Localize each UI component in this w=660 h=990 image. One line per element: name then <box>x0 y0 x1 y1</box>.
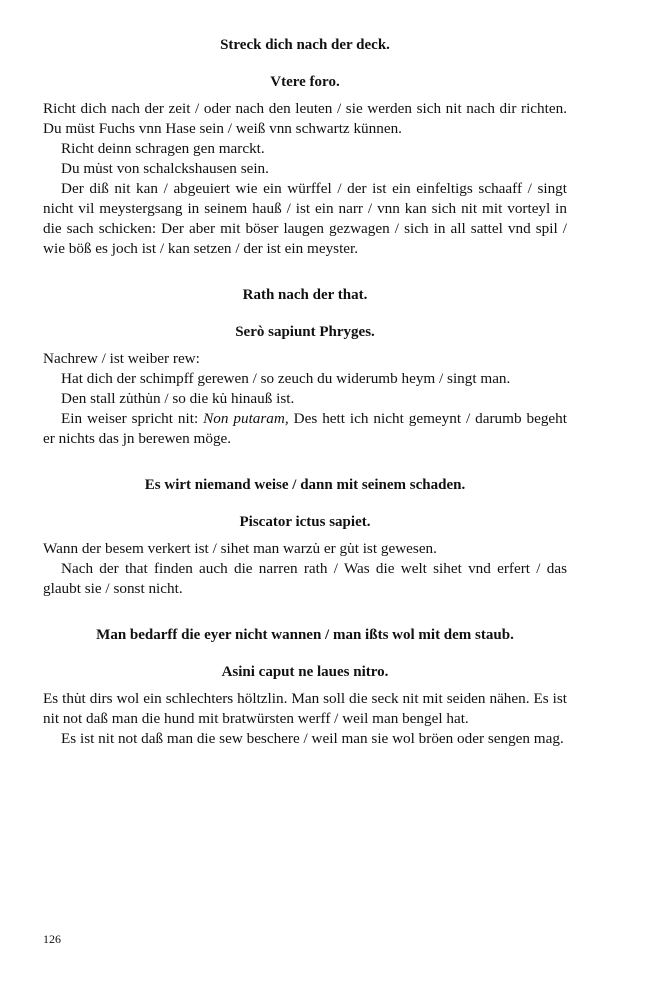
proverb-title: Es wirt niemand weise / dann mit seinem schaden. <box>144 477 466 493</box>
proverb-title: Man bedarff die eyer nicht wannen / man ißts wol mit dem staub. <box>96 627 514 643</box>
latin-quote: Non putaram, <box>203 410 289 427</box>
latin-motto: Asini caput ne laues nitro. <box>221 664 389 680</box>
paragraph: Wann der besem verkert ist / sihet man warzu̇ er gu̇t ist gewesen. <box>43 540 437 557</box>
paragraph: Richt dich nach der zeit / oder nach den leuten / sie werden sich nit nach dir richten. Du müst Fuchs vnn Hase sein / weiß vnn schwartz künnen. <box>43 100 567 137</box>
latin-motto: Piscator ictus sapiet. <box>239 514 371 530</box>
latin-motto: Vtere foro. <box>270 74 340 90</box>
latin-motto: Serò sapiunt Phryges. <box>235 324 375 340</box>
proverb-title: Streck dich nach der deck. <box>220 37 390 53</box>
paragraph: Der diß nit kan / abgeuiert wie ein würffel / der ist ein einfeltigs schaaff / singt nicht vil meystergsang in seinem hauß / ist ein narr / vnn kan sich nit mit vorteyl in die sach schicken: Der aber mit böser laugen gezwagen / sich in all sattel vnd spil / wie böß es joch ist / kan setzen / der ist ein meyster. <box>43 180 567 257</box>
paragraph: Nach der that finden auch die narren rath / Was die welt sihet vnd erfert / das glaubt sie / sonst nicht. <box>43 560 567 597</box>
paragraph: Richt deinn schragen gen marckt. <box>61 140 265 157</box>
paragraph: Nachrew / ist weiber rew: <box>43 350 200 367</box>
page-body <box>43 36 567 776</box>
proverb-section-1 <box>43 36 567 259</box>
paragraph: Hat dich der schimpff gerewen / so zeuch du widerumb heym / singt man. <box>61 370 511 387</box>
proverb-section-4 <box>43 626 567 749</box>
paragraph: Es ist nit not daß man die sew beschere / weil man sie wol bröen oder sengen mag. <box>61 730 564 747</box>
paragraph-text: Ein weiser spricht nit: <box>61 410 204 427</box>
proverb-section-2 <box>43 286 567 449</box>
proverb-title: Rath nach der that. <box>242 287 368 303</box>
proverb-section-3 <box>43 476 567 599</box>
paragraph: Es thu̇t dirs wol ein schlechters höltzlin. Man soll die seck nit mit seiden nähen. Es ist nit not daß man die hund mit bratwürsten werff / weil man bengel hat. <box>43 690 567 727</box>
paragraph <box>43 409 567 449</box>
page-number: 126 <box>43 932 61 946</box>
paragraph: Den stall zu̇thu̇n / so die ku̇ hinauß ist. <box>61 390 295 407</box>
paragraph: Du mu̇st von schalckshausen sein. <box>61 160 269 177</box>
paragraph-text: Des hett ich nicht gemeynt / darumb begeht er nichts das jn berewen möge. <box>43 410 567 447</box>
